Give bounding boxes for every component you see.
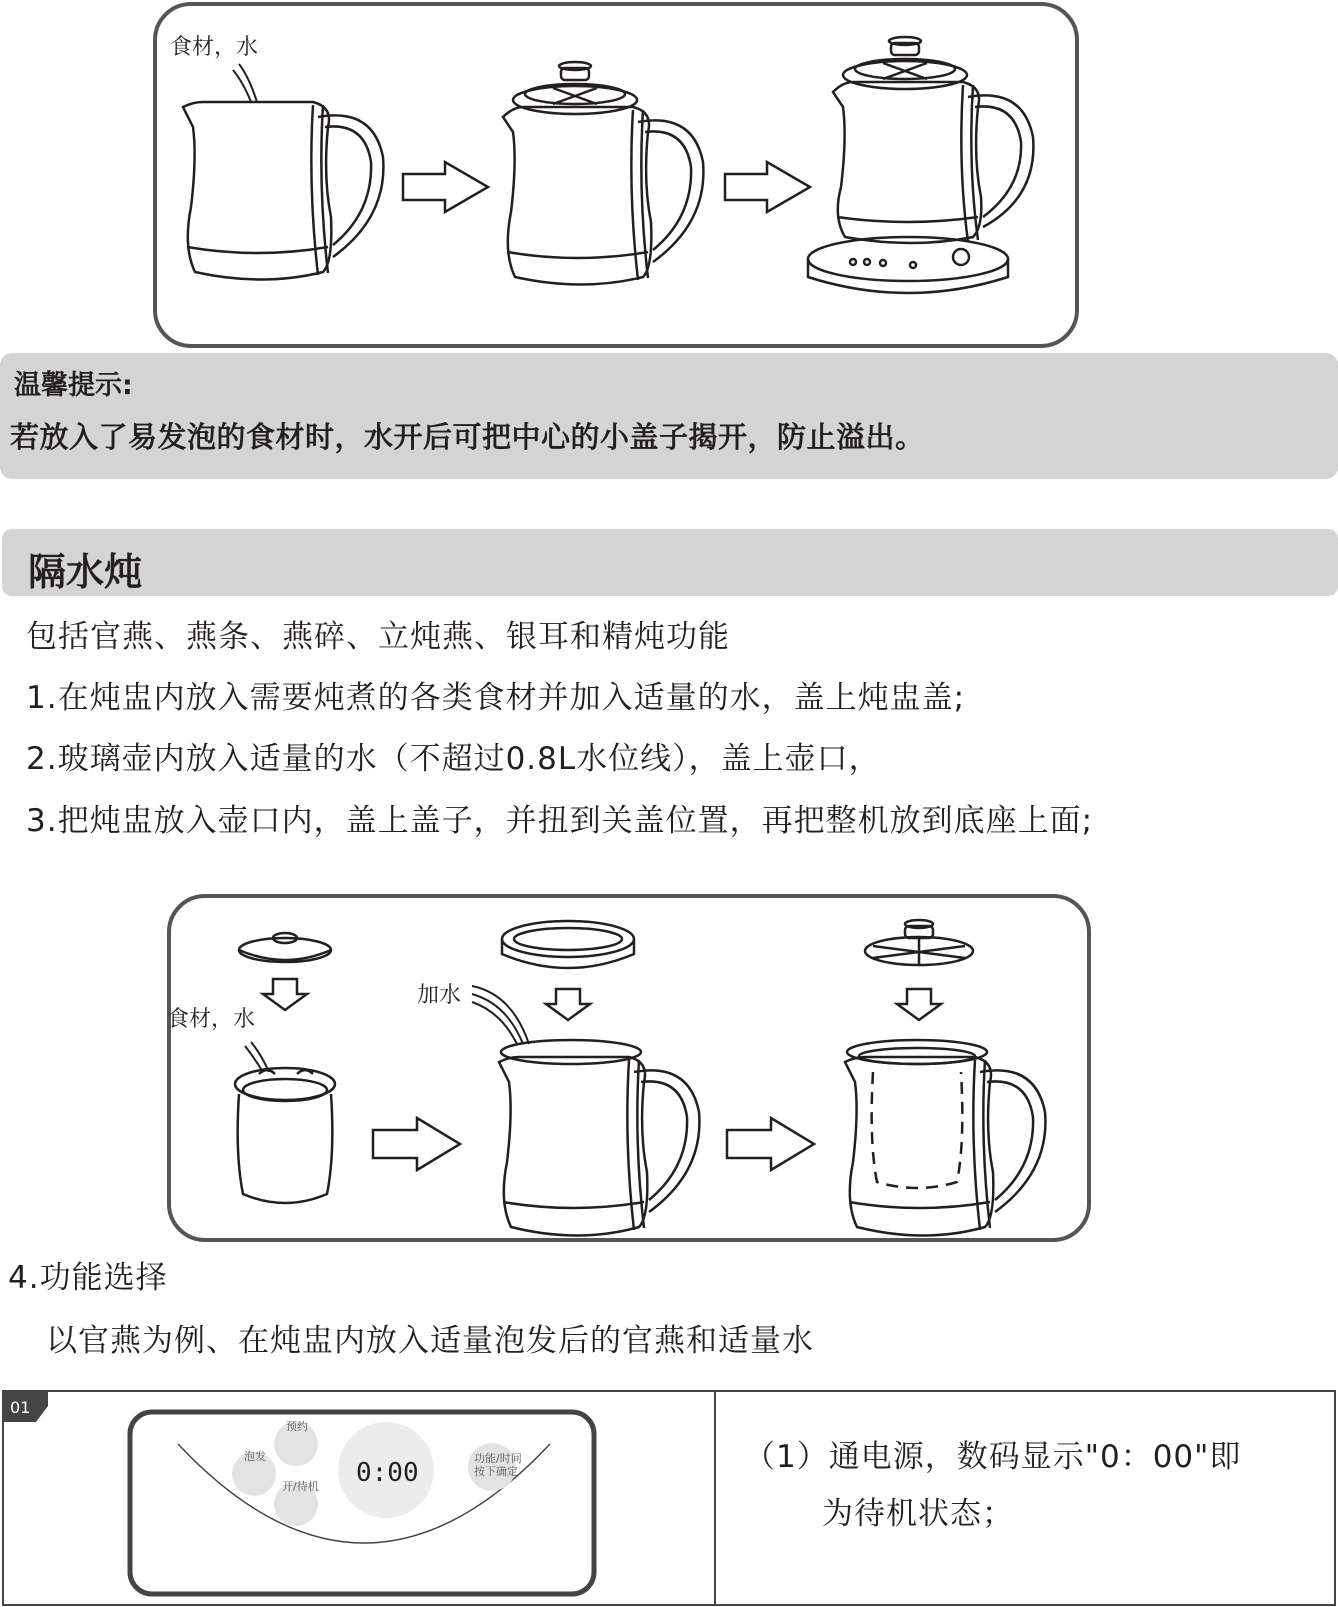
food-water-label: 食材，水 — [170, 35, 259, 60]
section-intro: 包括官燕、燕条、燕碎、立炖燕、银耳和精炖功能 — [26, 619, 730, 655]
add-water-label: 加水 — [417, 983, 462, 1008]
glass-jug-icon — [499, 1040, 699, 1236]
stew-pot-icon — [235, 1068, 335, 1203]
figure-2-illustration — [167, 894, 1091, 1242]
function-time-label: 功能/时间 — [474, 1452, 522, 1465]
step-2: 2.玻璃壶内放入适量的水（不超过0.8L水位线），盖上壶口， — [26, 741, 881, 777]
tip-body: 若放入了易发泡的食材时，水开后可把中心的小盖子揭开，防止溢出。 — [10, 420, 925, 454]
food-water-label: 食材，水 — [167, 1007, 256, 1032]
glass-jug-icon — [183, 102, 383, 280]
soak-label: 泡发 — [244, 1450, 266, 1463]
arrow-right-icon — [725, 162, 810, 212]
arrow-right-icon — [373, 1118, 460, 1170]
reserve-label: 预约 — [286, 1420, 308, 1433]
jug-with-stew-pot-icon — [845, 1040, 1045, 1236]
control-panel-illustration — [4, 1392, 710, 1604]
step-3: 3.把炖盅放入壶口内，盖上盖子，并扭到关盖位置，再把整机放到底座上面; — [26, 803, 1094, 839]
step-1: 1.在炖盅内放入需要炖煮的各类食材并加入适量的水，盖上炖盅盖; — [26, 680, 966, 716]
power-standby-label: 开/待机 — [282, 1480, 319, 1493]
function-select-title: 4.功能选择 — [8, 1260, 168, 1296]
stew-pot-lid-icon — [239, 933, 331, 962]
arrow-down-icon — [546, 989, 590, 1020]
function-select-example: 以官燕为例、在炖盅内放入适量泡发后的官燕和适量水 — [46, 1323, 814, 1359]
tip-title: 温馨提示: — [14, 370, 133, 401]
display-dial — [338, 1422, 434, 1518]
press-confirm-label: 按下确定 — [474, 1465, 518, 1478]
glass-jug-with-lid-icon — [503, 62, 703, 285]
step-badge: 01 — [10, 1398, 31, 1417]
section-title: 隔水炖 — [28, 550, 143, 594]
table-divider — [714, 1392, 716, 1606]
vented-lid-icon — [865, 920, 973, 965]
arrow-right-icon — [727, 1118, 814, 1170]
kettle-ring-icon — [502, 921, 634, 968]
digital-display: 0:00 — [356, 1458, 419, 1488]
arrow-down-icon — [263, 979, 307, 1010]
arrow-right-icon — [403, 162, 488, 212]
table-step-1-line-2: 为待机状态； — [822, 1496, 1014, 1532]
figure-1-illustration — [153, 2, 1079, 348]
kettle-on-base-icon — [808, 37, 1033, 293]
arrow-down-icon — [897, 989, 941, 1020]
section-header-bar — [2, 529, 1338, 596]
table-step-1-line-1: （1）通电源，数码显示"0：00"即 — [744, 1439, 1242, 1475]
